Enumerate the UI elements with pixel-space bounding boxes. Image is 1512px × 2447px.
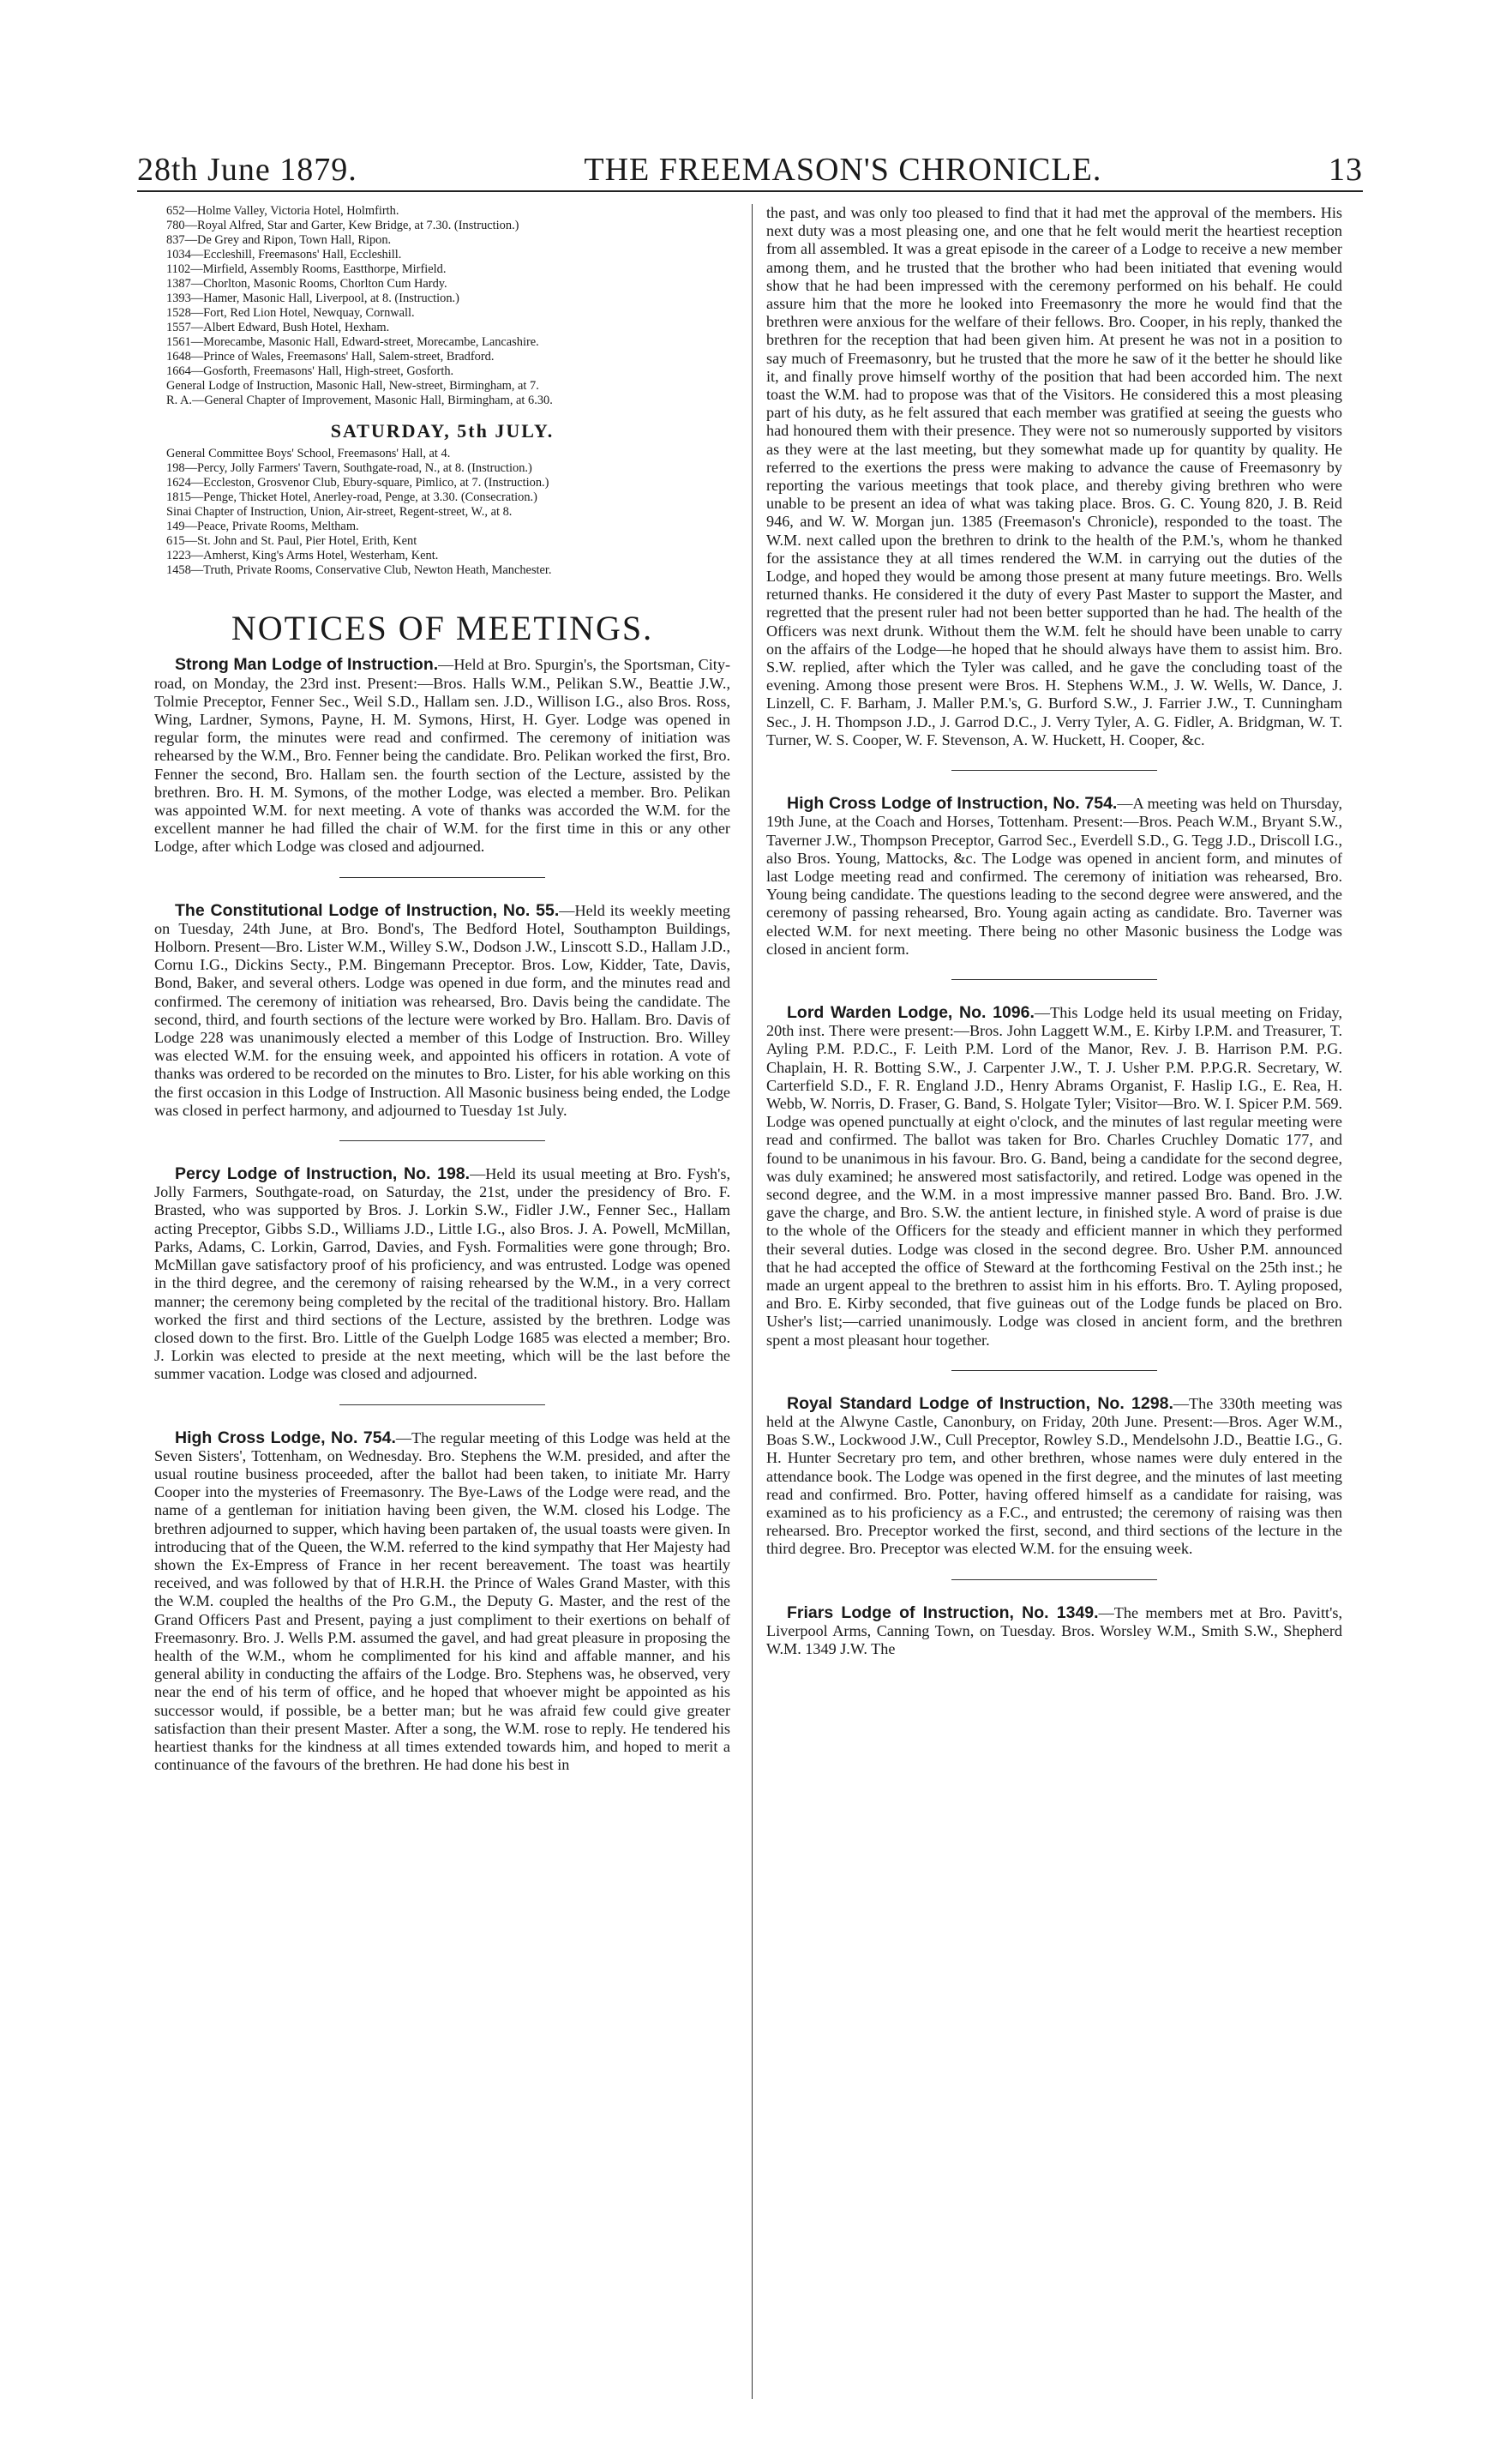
lodge-entry: 652—Holme Valley, Victoria Hotel, Holmfirth. <box>166 204 399 218</box>
lodge-entry: R. A.—General Chapter of Improvement, Masonic Hall, Birmingham, at 6.30. <box>166 394 553 407</box>
report-body: —This Lodge held its usual meeting on Friday, 20th inst. There were present:—Bros. John Laggett W.M., E. Kirby I.P.M. and Treasurer, T. Ayling P.M. P.D.C., F. Leith P.M. Lord of the Manor, Rev. J. B. Harrison P.M. P.G. Chaplain, H. R. Botting S.W., J. Carpenter J.W., T. J. Usher P.M. P.P.G.R. Secretary, W. Carterfield S.D., F. R. England J.D., Henry Abrams Organist, F. Haslip I.G., E. Rea, H. Webb, W. Norris, D. Fraser, G. Band, S. Holgate Tyler; Visitor—Bro. W. I. Spicer P.M. 569. Lodge was opened punctually at eight o'clock, and the minutes of last regular meeting were read and confirmed. The ballot was taken for Bro. Charles Cruchley Domatic 177, and found to be unanimous in his favour. Bro. G. Band, being a candidate for the second degree, was duly examined; he answered most satisfactorily, and retired. Lodge was opened in the second degree, and the W.M. in a most impressive manner passed Bro. Band. Bro. J.W. gave the charge, and Bro. S.W. the antient lecture, in finished style. A word of praise is due to the whole of the Officers for the steady and efficient manner in which they performed their several duties. Lodge was closed in the second degree. Bro. Usher P.M. announced that he had accepted the office of Steward at the forthcoming Festival on the 25th inst.; he made an urgent appeal to the brethren to assist him in his efforts. Bro. T. Ayling proposed, and Bro. E. Kirby seconded, that five guineas out of the Lodge funds be placed on Bro. Usher's list;—carried unanimously. Lodge was closed in ancient form, and the brethren spent a most pleasant hour together. <box>766 1003 1342 1349</box>
lodge-entry: 780—Royal Alfred, Star and Garter, Kew Bridge, at 7.30. (Instruction.) <box>166 219 519 232</box>
lodge-entry: 1528—Fort, Red Lion Hotel, Newquay, Cornwall. <box>166 306 415 320</box>
lodge-entry: 1815—Penge, Thicket Hotel, Anerley-road, Penge, at 3.30. (Consecration.) <box>166 490 537 505</box>
report-body: —The 330th meeting was held at the Alwyne Castle, Canonbury, on Friday, 20th June. Present:—Bros. Ager W.M., Boas S.W., Lockwood J.W., Cull Preceptor, Rowley S.D., Mendelsohn J.D., Beattie I.G., G. H. Hunter Secretary pro tem, and other brethren, whose names were duly entered in the attendance book. The Lodge was opened in the first degree, and the minutes of last meeting read and confirmed. Bro. Potter, having offered himself as a candidate for raising, was examined as to his proficiency as a F.C., and entrusted; the ceremony of raising was then rehearsed. Bro. Preceptor worked the first, second, and third sections of the lecture in the third degree. Bro. Preceptor was elected W.M. for the ensuing week. <box>766 1394 1342 1558</box>
friday-lodge-list <box>166 204 730 408</box>
report-continuation <box>766 204 1342 749</box>
lodge-entry: 1223—Amherst, King's Arms Hotel, Westerham, Kent. <box>166 549 439 563</box>
lodge-entry: 615—St. John and St. Paul, Pier Hotel, Erith, Kent <box>166 534 417 549</box>
lodge-entry: General Committee Boys' School, Freemasons' Hall, at 4. <box>166 447 451 461</box>
lodge-entry: 1561—Morecambe, Masonic Hall, Edward-street, Morecambe, Lancashire. <box>166 335 539 349</box>
report-title: Lord Warden Lodge, No. 1096. <box>787 1002 1035 1022</box>
report-title: Friars Lodge of Instruction, No. 1349. <box>787 1602 1099 1622</box>
page-number: 13 <box>1328 152 1363 188</box>
separator <box>951 770 1157 771</box>
masthead <box>137 139 1363 189</box>
saturday-lodge-list <box>166 447 730 578</box>
report-title: High Cross Lodge, No. 754. <box>175 1428 396 1447</box>
report-friars <box>766 1604 1342 1659</box>
header-rule <box>137 190 1363 192</box>
report-high-cross <box>154 1429 730 1775</box>
lodge-entry: 1393—Hamer, Masonic Hall, Liverpool, at 8. (Instruction.) <box>166 292 459 305</box>
report-body: —A meeting was held on Thursday, 19th June, at the Coach and Horses, Tottenham. Present:—Bros. Peach W.M., Bryant S.W., Taverner J.W., Thompson Preceptor, Garrod Sec., Everdell S.D., G. Tegg J.D., Driscoll I.G., also Bros. Young, Mattocks, &c. The Lodge was opened in ancient form, and minutes of last Lodge meeting read and confirmed. The ceremony of initiation was rehearsed, Bro. Young being candidate. The questions leading to the second degree were answered, and the ceremony of passing rehearsed, Bro. Young again acting as candidate. Bro. Taverner was elected W.M. for next meeting. There being no other Masonic business the Lodge was closed in ancient form. <box>766 795 1342 958</box>
report-royal-standard <box>766 1395 1342 1559</box>
lodge-entry: 1102—Mirfield, Assembly Rooms, Eastthorpe, Mirfield. <box>166 262 447 276</box>
separator <box>339 1404 545 1405</box>
column-divider <box>752 204 753 2399</box>
lodge-entry: 1648—Prince of Wales, Freemasons' Hall, Salem-street, Bradford. <box>166 350 495 364</box>
report-lord-warden <box>766 1004 1342 1350</box>
report-body: —The members met at Bro. Pavitt's, Liverpool Arms, Canning Town, on Tuesday. Bros. Worsley W.M., Smith S.W., Shepherd W.M. 1349 J.W. The <box>766 1603 1342 1658</box>
continuation-text: the past, and was only too pleased to find that it had met the approval of the members. His next duty was a most pleasing one, and one that he felt would merit the heartiest reception from all assembled. It was a great episode in the career of a Lodge to receive a new member among them, and he trusted that the brother who had been initiated that evening would show that he had been impressed with the ceremony performed on his behalf. He could assure him that the more he looked into Freemasonry the more he would find that the brethren were anxious for the welfare of their fellows. Bro. Cooper, in his reply, thanked the brethren for the reception that had been given him. At present he was not in a position to say much of Freemasonry, but he trusted that the more he saw of it the better he should like it, and finally prove himself worthy of the position that had been accorded him. The next toast the W.M. had to propose was that of the Visitors. He considered this a most pleasing part of his duty, as he felt assured that each member was gratified at seeing the guests who had honoured them with their presence. They were not so numerously supported by visitors as they were at the last meeting, but they somewhat made up for quantity by quality. He referred to the exertions the press were making to advance the cause of Freemasonry by reporting the various meetings that took place, and thereby giving brethren who were unable to be present an idea of what was taking place. Bros. G. C. Young 820, J. B. Reid 946, and W. W. Morgan jun. 1385 (Freemason's Chronicle), responded to the toast. The W.M. next called upon the brethren to drink to the health of the P.M.'s, whom he thanked for the assistance they at all times rendered the W.M. in carrying out the duties of the Lodge, and hoped they would be among those present at many future meetings. Bro. Wells returned thanks. He considered it the duty of every Past Master to support the Master, and regretted that the present ruler had not been better supported than he had. The health of the Officers was next drunk. Without them the W.M. felt he should have been unable to carry on the affairs of the Lodge—he hoped that he should always have them to assist him. Bro. S.W. replied, after which the Tyler was called, and he gave the concluding toast of the evening. Among those present were Bros. H. Stephens W.M., J. W. Wells, W. Dance, J. Linzell, C. F. Barham, J. Maller P.M.'s, G. Burford S.W., J. Farrier J.W., T. Cunningham Sec., J. H. Thompson J.D., J. Garrod D.C., J. Verry Tyler, A. G. Fidler, A. Bridgman, W. T. Turner, W. S. Cooper, W. F. Stevenson, A. W. Huckett, H. Cooper, &c. <box>766 204 1342 749</box>
right-column <box>766 204 1342 2399</box>
report-body: —The regular meeting of this Lodge was held at the Seven Sisters', Tottenham, on Wednesday. Bro. Stephens the W.M. presided, and after the usual routine business proceeded, after the ballot had been taken, to initiate Mr. Harry Cooper into the mysteries of Freemasonry. The Bye-Laws of the Lodge were read, and the name of a gentleman for initiation having been given, the W.M. closed his Lodge. The brethren adjourned to supper, which having been partaken of, the usual toasts were given. In introducing that of the Queen, the W.M. referred to the kind sympathy that Her Majesty had shown the Ex-Empress of France in her recent bereavement. The toast was heartily received, and was followed by that of H.R.H. the Prince of Wales Grand Master, with this the W.M. coupled the healths of the Pro G.M., the Deputy G. Master, and the rest of the Grand Officers Past and Present, paying a just compliment to their exertions on behalf of Freemasonry. Bro. J. Wells P.M. assumed the gavel, and had great pleasure in proposing the health of the W.M., whom he complimented for his kind and affable manner, and his general ability in conducting the affairs of the Lodge. Bro. Stephens was, he observed, very near the end of his term of office, and he hoped that whoever might be appointed as his successor would, if possible, be a better man; but he was afraid few could give greater satisfaction than their present Master. After a song, the W.M. rose to reply. He tendered his heartiest thanks for the kindness at all times extended towards him, and hoped to merit a continuance of the favours of the brethren. He had done his best in <box>154 1428 730 1774</box>
report-body: —Held at Bro. Spurgin's, the Sportsman, City-road, on Monday, the 23rd inst. Present:—Bros. Halls W.M., Pelikan S.W., Beattie J.W., Tolmie Preceptor, Fenner Sec., Weil S.D., Hallam sen. J.D., Willison I.G., also Bros. Ross, Wing, Lardner, Symons, Payne, H. M. Symons, Hirst, H. Gyer. Lodge was opened in regular form, the minutes were read and confirmed. The ceremony of initiation was rehearsed by the W.M., Bro. Fenner being the candidate. Bro. Pelikan worked the first, Bro. Fenner the second, Bro. Hallam sen. the fourth section of the Lecture, assisted by the brethren. Bro. H. M. Symons, of the mother Lodge, was elected a member. Bro. Pelikan was appointed W.M. for next meeting. A vote of thanks was accorded the W.M. for the excellent manner he had filled the chair of W.M. for the first time in this or any other Lodge, after which Lodge was closed and adjourned. <box>154 656 730 856</box>
lodge-entry: 1034—Eccleshill, Freemasons' Hall, Eccleshill. <box>166 248 402 262</box>
separator <box>951 1579 1157 1580</box>
report-title: Percy Lodge of Instruction, No. 198. <box>175 1164 471 1184</box>
lodge-entry: 1664—Gosforth, Freemasons' Hall, High-street, Gosforth. <box>166 364 454 378</box>
lodge-entry: 837—De Grey and Ripon, Town Hall, Ripon. <box>166 233 392 247</box>
separator <box>951 1370 1157 1371</box>
saturday-heading: SATURDAY, 5th JULY. <box>330 420 555 442</box>
report-title: High Cross Lodge of Instruction, No. 754. <box>787 794 1118 814</box>
report-body: —Held its weekly meeting on Tuesday, 24th June, at Bro. Bond's, The Bedford Hotel, Southampton Buildings, Holborn. Present—Bro. Lister W.M., Willey S.W., Dodson J.W., Linscott S.D., Hallam J.D., Cornu I.G., Dickins Secty., P.M. Bingemann Preceptor. Bros. Low, Kidder, Tate, Davis, Bond, Baker, and several others. Lodge was opened in due form, and the minutes read and confirmed. The ceremony of initiation was rehearsed, Bro. Davis being the candidate. The second, third, and fourth sections of the lecture were worked by Bro. Hallam. Bro. Davis of Lodge 228 was unanimously elected a member of this Lodge of Instruction. Bro. Willey was elected W.M. for the ensuing week, and appointed his officers in rotation. A vote of thanks was ordered to be recorded on the minutes to Bro. Lister, for his able working on this the first occasion in this Lodge of Instruction. All Masonic business being ended, the Lodge was closed in perfect harmony, and adjourned to Tuesday 1st July. <box>154 901 730 1119</box>
notices-title: NOTICES OF MEETINGS. <box>231 609 654 648</box>
separator <box>339 877 545 878</box>
report-constitutional <box>154 902 730 1120</box>
report-body: —Held its usual meeting at Bro. Fysh's, Jolly Farmers, Southgate-road, on Saturday, the 21st, under the presidency of Bro. F. Brasted, who was supported by Bros. J. Lorkin S.W., Fidler J.W., Fenner Sec., Hallam acting Preceptor, Gibbs S.D., Williams J.D., Little I.G., also Bros. J. A. Powell, McMillan, Parks, Adams, C. Lorkin, Garrod, Davies, and Fysh. Formalities were gone through; Bro. McMillan gave satisfactory proof of his proficiency, and was entrusted. Lodge was opened in the third degree, and the ceremony of raising rehearsed by the W.M., in a very correct manner; the ceremony being completed by the recital of the traditional history. Bro. Hallam worked the first and third sections of the Lecture, assisted by the brethren. Lodge was closed down to the first. Bro. Little of the Guelph Lodge 1685 was elected a member; Bro. J. Lorkin was elected to preside at the next meeting, which will be the last before the summer vacation. Lodge was closed and adjourned. <box>154 1165 730 1383</box>
separator <box>951 979 1157 980</box>
lodge-entry: Sinai Chapter of Instruction, Union, Air-street, Regent-street, W., at 8. <box>166 505 513 520</box>
report-title: Strong Man Lodge of Instruction. <box>175 655 439 675</box>
report-percy <box>154 1165 730 1383</box>
report-high-cross-instruction <box>766 795 1342 959</box>
report-strong-man <box>154 656 730 856</box>
report-title: Royal Standard Lodge of Instruction, No. 1298. <box>787 1393 1173 1413</box>
issue-date: 28th June 1879. <box>137 152 357 188</box>
report-title: The Constitutional Lodge of Instruction, No. 55. <box>175 900 560 920</box>
publication-title: THE FREEMASON'S CHRONICLE. <box>584 152 1102 188</box>
lodge-entry: 1387—Chorlton, Masonic Rooms, Chorlton Cum Hardy. <box>166 277 447 291</box>
lodge-entry: 149—Peace, Private Rooms, Meltham. <box>166 520 359 534</box>
lodge-entry: 1557—Albert Edward, Bush Hotel, Hexham. <box>166 321 390 334</box>
separator <box>339 1140 545 1141</box>
lodge-entry: General Lodge of Instruction, Masonic Hall, New-street, Birmingham, at 7. <box>166 379 539 393</box>
lodge-entry: 1458—Truth, Private Rooms, Conservative Club, Newton Heath, Manchester. <box>166 563 552 578</box>
lodge-entry: 1624—Eccleston, Grosvenor Club, Ebury-square, Pimlico, at 7. (Instruction.) <box>166 476 549 490</box>
lodge-entry: 198—Percy, Jolly Farmers' Tavern, Southgate-road, N., at 8. (Instruction.) <box>166 461 532 476</box>
left-column <box>154 204 730 2399</box>
